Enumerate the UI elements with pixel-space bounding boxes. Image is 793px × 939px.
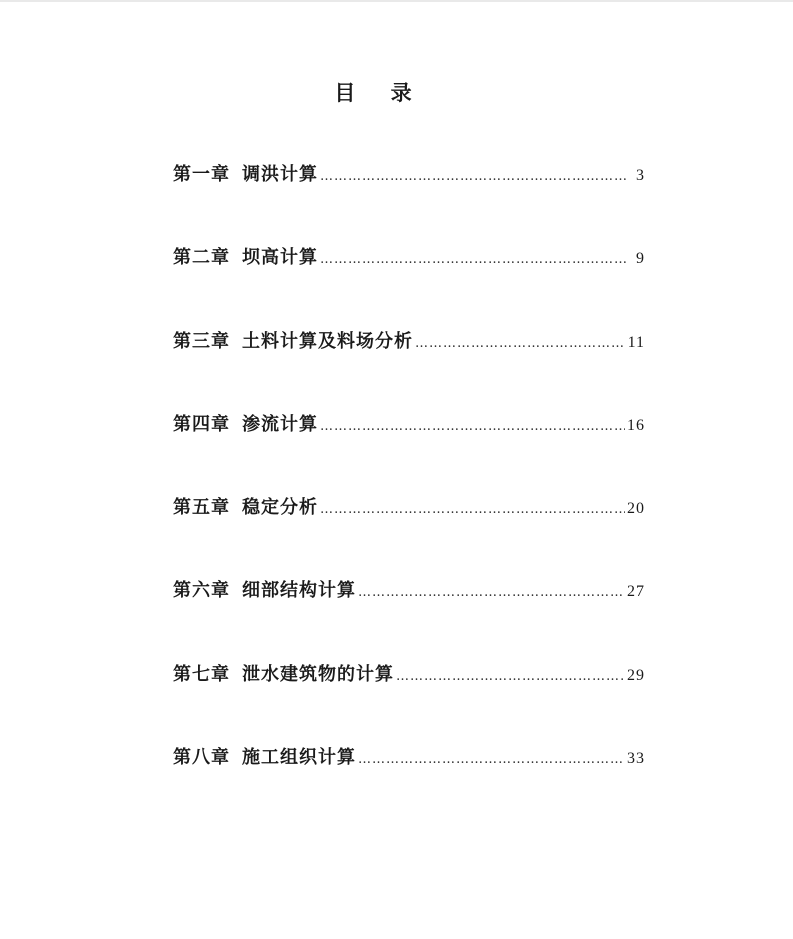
chapter-title: 渗流计算 xyxy=(242,413,318,435)
page-number: 11 xyxy=(627,333,645,351)
toc-entry-5[interactable] xyxy=(173,493,645,576)
page-number: 20 xyxy=(627,500,645,518)
chapter-title: 调洪计算 xyxy=(242,164,318,185)
dot-leader xyxy=(320,412,625,442)
chapter-number: 第一章 xyxy=(173,164,230,185)
toc-entry-8[interactable] xyxy=(173,743,645,826)
toc-entry-3[interactable] xyxy=(173,327,645,410)
toc-entry-4[interactable] xyxy=(173,410,645,493)
chapter-number: 第五章 xyxy=(173,497,230,519)
chapter-number: 第三章 xyxy=(173,330,230,352)
page-number: 27 xyxy=(627,583,645,601)
dot-leader xyxy=(320,245,629,275)
chapter-number: 第八章 xyxy=(173,747,230,769)
dot-leader xyxy=(358,578,625,608)
chapter-number: 第七章 xyxy=(173,663,230,685)
dot-leader xyxy=(320,495,625,525)
chapter-title: 泄水建筑物的计算 xyxy=(242,663,394,685)
chapter-title: 土料计算及料场分析 xyxy=(242,330,413,352)
page-number: 33 xyxy=(627,750,645,768)
chapter-number: 第六章 xyxy=(173,580,230,602)
page-number: 3 xyxy=(636,167,645,184)
page-title: 目 录 xyxy=(334,80,426,105)
chapter-title: 坝高计算 xyxy=(242,247,318,269)
chapter-title: 施工组织计算 xyxy=(242,747,356,769)
chapter-number: 第四章 xyxy=(173,413,230,435)
chapter-title: 稳定分析 xyxy=(242,497,318,519)
toc-entry-2[interactable] xyxy=(173,243,645,326)
page-number: 16 xyxy=(627,416,645,434)
dot-leader xyxy=(396,662,625,692)
toc-entry-7[interactable] xyxy=(173,660,645,743)
toc-entry-6[interactable] xyxy=(173,576,645,659)
chapter-number: 第二章 xyxy=(173,247,230,269)
page-number: 9 xyxy=(636,250,645,268)
chapter-title: 细部结构计算 xyxy=(242,580,356,602)
toc-entry-1[interactable] xyxy=(173,160,645,243)
page-top-edge xyxy=(0,0,793,2)
dot-leader xyxy=(415,329,626,359)
page-number: 29 xyxy=(627,666,645,684)
dot-leader xyxy=(320,162,629,192)
table-of-contents xyxy=(173,160,645,826)
dot-leader xyxy=(358,745,625,775)
